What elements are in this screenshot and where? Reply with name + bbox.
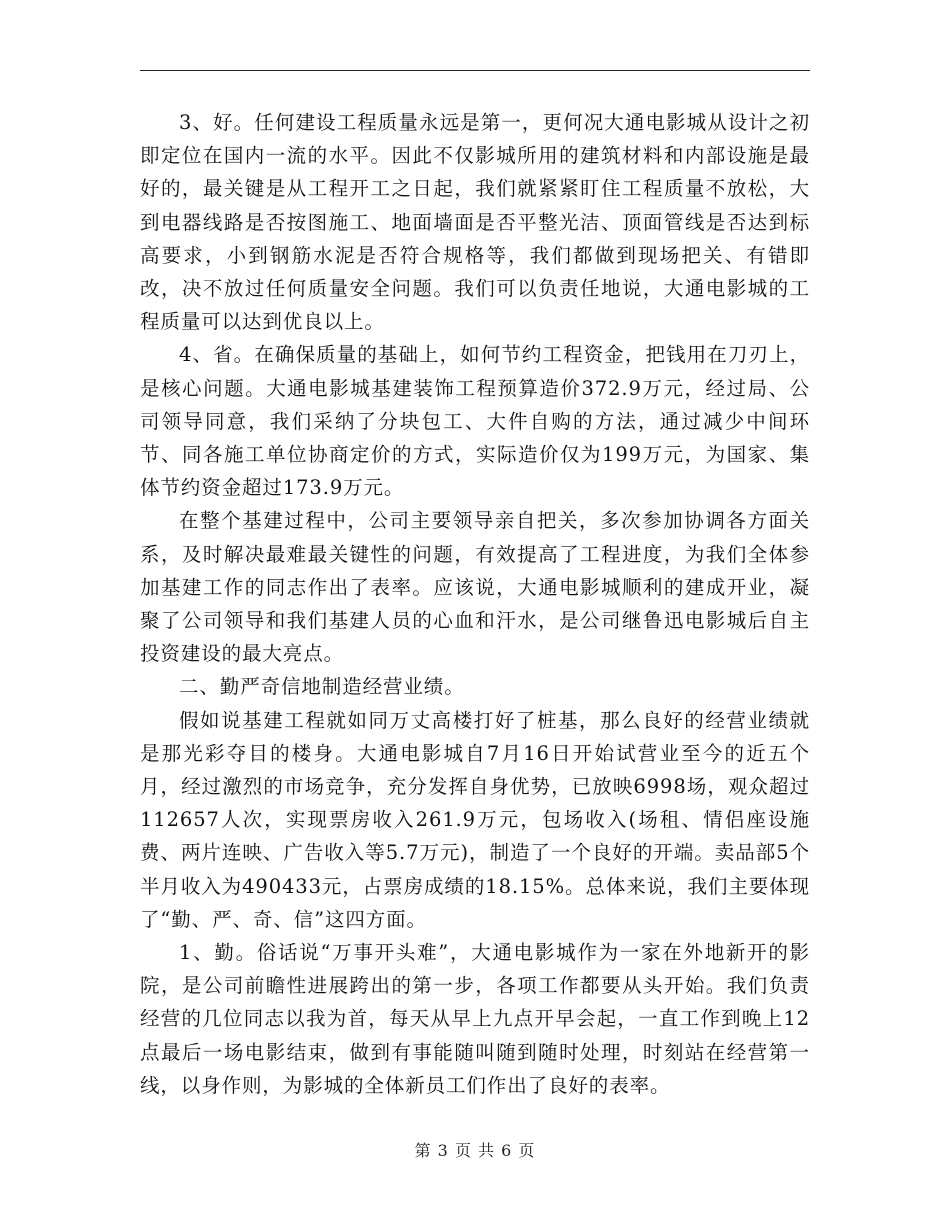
paragraph-diligence: 1、勤。俗话说“万事开头难”，大通电影城作为一家在外地新开的影院，是公司前瞻性进展跨出的第一步，各项工作都要从头开始。我们负责经营的几位同志以我为首，每天从早上九点开早会起，一直工作到晚上12点最后一场电影结束，做到有事能随叫随到随时处理，时刻站在经营第一线，以身作则，为影城的全体新员工们作出了良好的表率。 [140,941,810,1097]
document-body [140,106,810,1102]
paragraph-performance: 假如说基建工程就如同万丈高楼打好了桩基，那么良好的经营业绩就是那光彩夺目的楼身。大通电影城自7月16日开始试营业至今的近五个月，经过激烈的市场竞争，充分发挥自身优势，已放映6998场，观众超过112657人次，实现票房收入261.9万元，包场收入(场租、情侣座设施费、两片连映、广告收入等5.7万元)，制造了一个良好的开端。卖品部5个半月收入为490433元，占票房成绩的18.15%。总体来说，我们主要体现了“勤、严、奇、信”这四方面。 [140,708,810,931]
paragraph-leadership: 在整个基建过程中，公司主要领导亲自把关，多次参加协调各方面关系，及时解决最难最关键性的问题，有效提高了工程进度，为我们全体参加基建工作的同志作出了表率。应该说，大通电影城顺利的建成开业，凝聚了公司领导和我们基建人员的心血和汗水，是公司继鲁迅电影城后自主投资建设的最大亮点。 [140,509,810,666]
page-number-footer: 第 3 页 共 6 页 [414,1141,536,1160]
paragraph-quality: 3、好。任何建设工程质量永远是第一，更何况大通电影城从设计之初即定位在国内一流的水平。因此不仅影城所用的建筑材料和内部设施是最好的，最关键是从工程开工之日起，我们就紧紧盯住工程质量不放松，大到电器线路是否按图施工、地面墙面是否平整光洁、顶面管线是否达到标高要求，小到钢筋水泥是否符合规格等，我们都做到现场把关、有错即改，决不放过任何质量安全问题。我们可以负责任地说，大通电影城的工程质量可以达到优良以上。 [140,111,810,334]
section-heading: 二、勤严奇信地制造经营业绩。 [179,675,465,699]
header-rule [140,70,810,71]
paragraph-saving: 4、省。在确保质量的基础上，如何节约工程资金，把钱用在刀刃上，是核心问题。大通电影城基建装饰工程预算造价372.9万元，经过局、公司领导同意，我们采纳了分块包工、大件自购的方法，通过减少中间环节、同各施工单位协商定价的方式，实际造价仅为199万元，为国家、集体节约资金超过173.9万元。 [140,343,810,500]
